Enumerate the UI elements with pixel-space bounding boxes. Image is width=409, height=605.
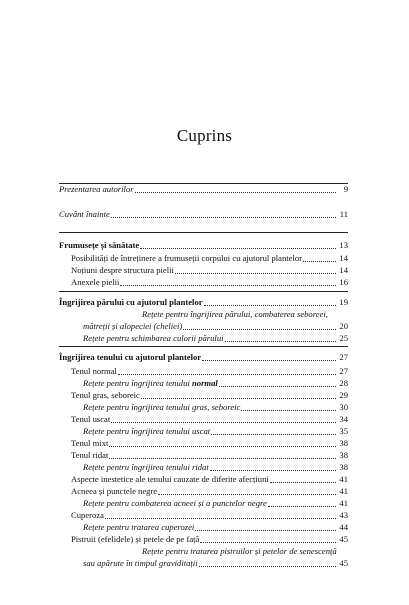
dot-leader xyxy=(210,469,336,471)
toc-entry-label: Pistruii (efelidele) și petele de pe față xyxy=(71,534,200,544)
dot-leader xyxy=(270,481,336,483)
toc-entry-foreword[interactable] xyxy=(59,209,348,220)
toc-entry-label: Cuperoza xyxy=(71,510,104,520)
dot-leader xyxy=(183,328,336,330)
dot-leader xyxy=(211,433,336,435)
dot-leader xyxy=(111,216,336,218)
toc-entry-label: Rețete pentru schimbarea culorii părului xyxy=(83,333,224,343)
toc-entry[interactable] xyxy=(83,321,348,332)
toc-entry-label: Noțiuni despre structura pielii xyxy=(71,265,174,275)
toc-entry[interactable] xyxy=(71,277,348,288)
toc-entry[interactable] xyxy=(71,390,348,401)
section-divider xyxy=(59,291,348,292)
toc-page-number: 45 xyxy=(339,534,348,544)
toc-page-number: 9 xyxy=(343,184,348,194)
toc-page-number: 28 xyxy=(339,378,348,388)
toc-entry-label: Tenul ridat xyxy=(71,450,109,460)
dot-leader xyxy=(109,457,336,459)
toc-page-number: 20 xyxy=(339,321,348,331)
dot-leader xyxy=(118,373,336,375)
toc-entry[interactable] xyxy=(71,253,348,264)
toc-page-number: 29 xyxy=(339,390,348,400)
toc-entry[interactable] xyxy=(83,402,348,413)
dot-leader xyxy=(140,247,336,249)
section-divider xyxy=(59,346,348,347)
toc-entry[interactable] xyxy=(71,450,348,461)
toc-entry-label-line2: sau apărute în timpul graviditații xyxy=(83,558,198,568)
dot-leader xyxy=(120,284,336,286)
toc-page-number: 41 xyxy=(339,486,348,496)
dot-leader xyxy=(135,191,336,193)
page-title: Cuprins xyxy=(176,126,233,145)
toc-entry-label: Tenul normal xyxy=(71,366,117,376)
toc-entry[interactable] xyxy=(83,426,348,437)
toc-entry-label: Rețete pentru îngrijirea tenului gras, seboreic xyxy=(83,402,241,412)
toc-page-number: 11 xyxy=(339,209,348,219)
dot-leader xyxy=(200,541,336,543)
dot-leader xyxy=(303,260,336,262)
toc-page-number: 45 xyxy=(339,558,348,568)
toc-entry-label: Tenul gras, seboreic xyxy=(71,390,140,400)
toc-entry[interactable] xyxy=(83,462,348,473)
toc-page-number: 41 xyxy=(339,498,348,508)
toc-page-number: 27 xyxy=(339,352,348,362)
toc-page-number: 25 xyxy=(339,333,348,343)
dot-leader xyxy=(204,304,336,306)
toc-page-number: 38 xyxy=(339,438,348,448)
dot-leader xyxy=(195,529,336,531)
dot-leader xyxy=(219,385,336,387)
toc-page-number: 14 xyxy=(339,253,348,263)
toc-page-number: 38 xyxy=(339,450,348,460)
toc-page-number: 38 xyxy=(339,462,348,472)
toc-entry-label: Rețete pentru îngrijirea tenului ridat xyxy=(83,462,209,472)
toc-entry-label: Acneea și punctele negre xyxy=(71,486,158,496)
toc-page-number: 16 xyxy=(339,277,348,287)
toc-section-label: Îngrijirea tenului cu ajutorul plantelor xyxy=(59,352,202,362)
toc-entry[interactable] xyxy=(71,486,348,497)
toc-label-text: Rețete pentru îngrijirea tenului xyxy=(83,378,192,388)
toc-entry[interactable] xyxy=(71,414,348,425)
toc-page-number: 34 xyxy=(339,414,348,424)
section-divider xyxy=(59,232,348,233)
dot-leader xyxy=(141,397,336,399)
toc-entry[interactable] xyxy=(71,474,348,485)
toc-entry-label-line1: Rețete pentru îngrijirea părului, combaterea seboreei, xyxy=(142,309,328,319)
toc-entry-label xyxy=(83,378,218,389)
dot-leader xyxy=(241,409,336,411)
toc-entry[interactable] xyxy=(71,366,348,377)
toc-entry-label: Rețete pentru îngrijirea tenului uscat xyxy=(83,426,211,436)
toc-entry[interactable] xyxy=(71,534,348,545)
toc-entry-authors[interactable] xyxy=(59,184,348,195)
toc-entry[interactable] xyxy=(83,333,348,344)
toc-page-number: 14 xyxy=(339,265,348,275)
toc-section-hair[interactable] xyxy=(59,297,348,308)
dot-leader xyxy=(202,359,336,361)
toc-entry-label: Posibilități de întreținere a frumuseții corpului cu ajutorul plantelor xyxy=(71,253,303,263)
toc-entry-label: Rețete pentru combaterea acneei și a punctelor negre xyxy=(83,498,267,508)
dot-leader xyxy=(105,517,336,519)
toc-page-number: 27 xyxy=(339,366,348,376)
toc-entry-label-line2: mătreții și alopeciei (cheliei) xyxy=(83,321,183,331)
toc-entry-label: Prezentarea autorilor xyxy=(59,184,134,194)
toc-page-number: 35 xyxy=(339,426,348,436)
toc-entry-label: Rețete pentru tratarea cuperozei xyxy=(83,522,195,532)
toc-entry-label: Tenul mixt xyxy=(71,438,109,448)
toc-entry-label-line1: Rețete pentru tratarea pistruilor și petelor de senescență xyxy=(142,546,337,556)
toc-page-number: 41 xyxy=(339,474,348,484)
toc-entry[interactable] xyxy=(71,265,348,276)
toc-page-number: 30 xyxy=(339,402,348,412)
toc-entry-label: Tenul uscat xyxy=(71,414,111,424)
dot-leader xyxy=(268,505,336,507)
toc-page-number: 19 xyxy=(339,297,348,307)
toc-entry[interactable] xyxy=(83,498,348,509)
toc-entry-label: Cuvânt înainte xyxy=(59,209,110,219)
dot-leader xyxy=(199,565,336,567)
dot-leader xyxy=(111,421,336,423)
toc-label-emphasis: normal xyxy=(192,378,218,388)
toc-entry[interactable] xyxy=(83,378,348,389)
dot-leader xyxy=(109,445,336,447)
toc-section-skin[interactable] xyxy=(59,352,348,363)
toc-entry-label: Anexele pielii xyxy=(71,277,120,287)
toc-section-beauty[interactable] xyxy=(59,240,348,251)
toc-page-number: 13 xyxy=(339,240,348,250)
dot-leader xyxy=(158,493,336,495)
toc-entry[interactable] xyxy=(71,510,348,521)
toc-section-label: Frumusețe și sănătate xyxy=(59,240,140,250)
toc-entry[interactable] xyxy=(83,558,348,569)
toc-entry[interactable] xyxy=(83,522,348,533)
toc-section-label: Îngrijirea părului cu ajutorul plantelor xyxy=(59,297,203,307)
dot-leader xyxy=(225,340,336,342)
toc-page-number: 44 xyxy=(339,522,348,532)
toc-entry-label: Aspecte inestetice ale tenului cauzate de diferite afecțiuni xyxy=(71,474,269,484)
dot-leader xyxy=(175,272,336,274)
toc-page-number: 43 xyxy=(339,510,348,520)
toc-entry[interactable] xyxy=(71,438,348,449)
